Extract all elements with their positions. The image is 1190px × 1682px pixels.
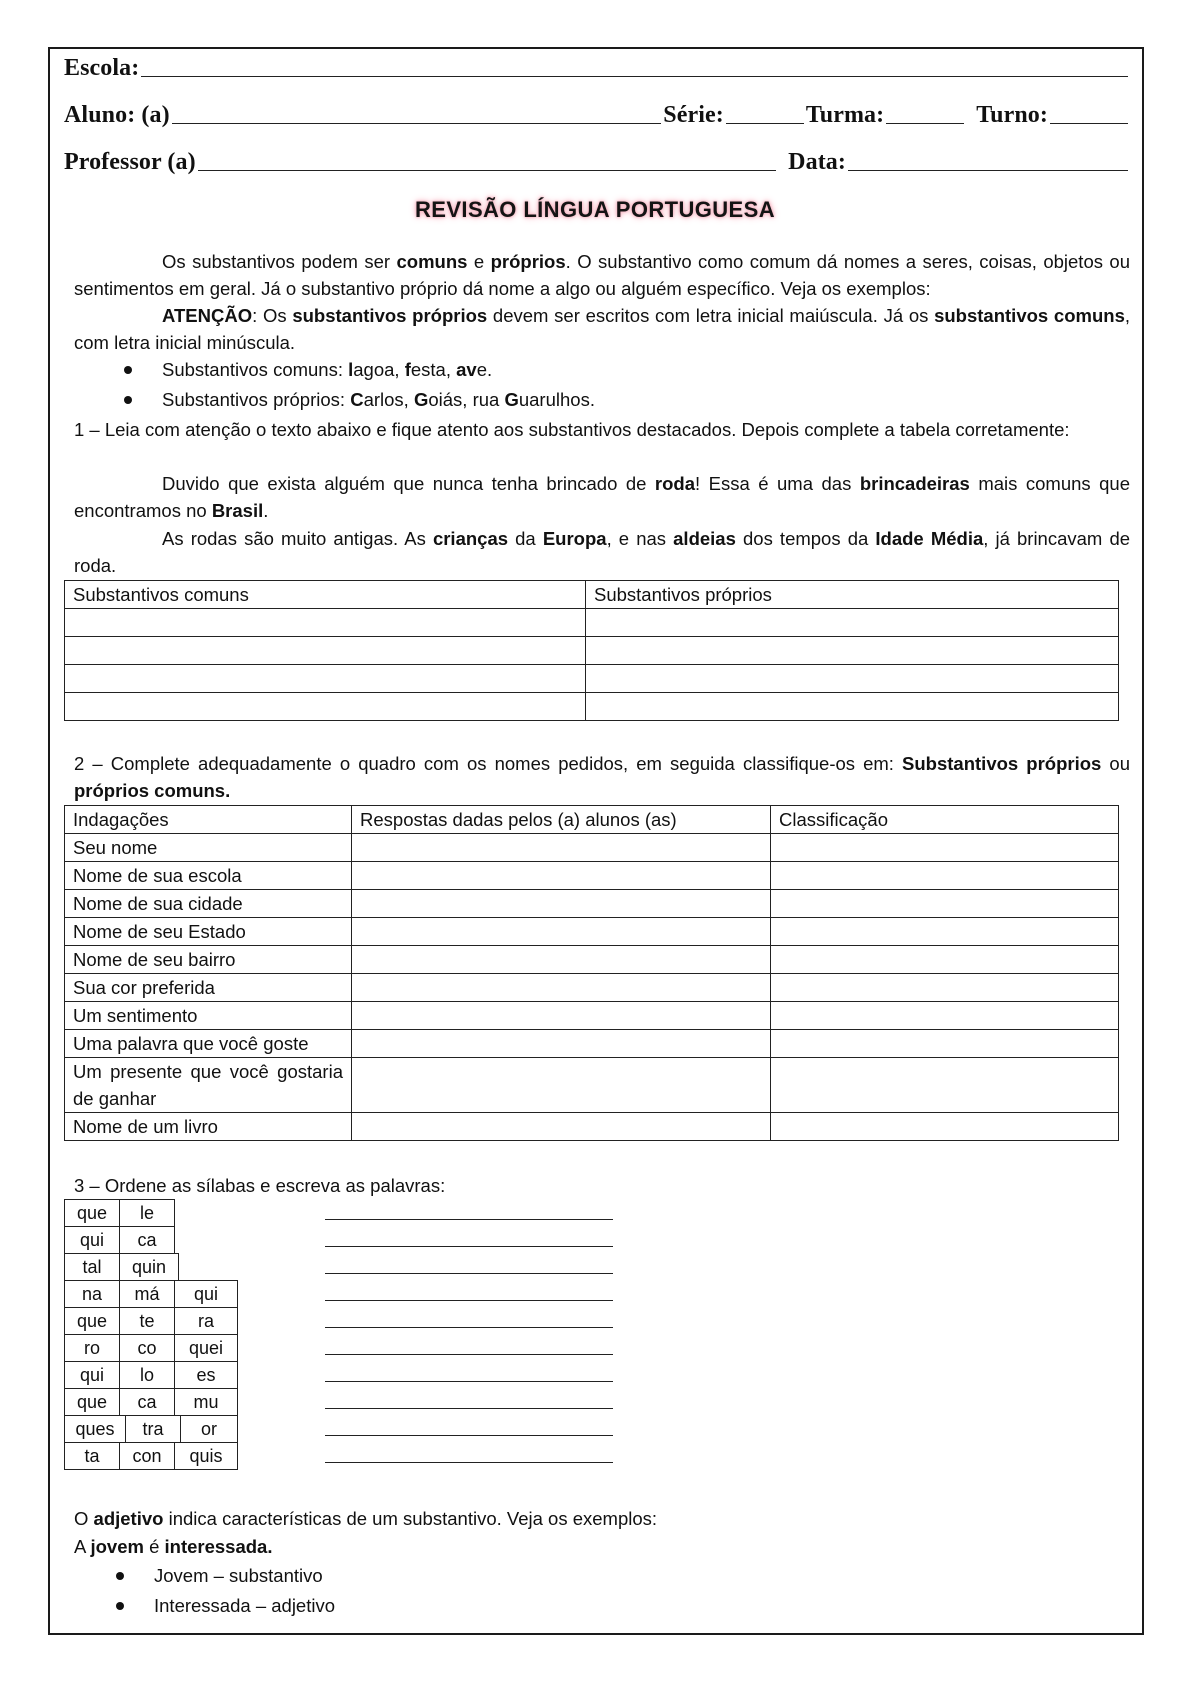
classification-cell[interactable] bbox=[771, 834, 1119, 862]
grade-field[interactable] bbox=[726, 123, 804, 124]
answer-cell[interactable] bbox=[586, 637, 1119, 665]
table-row bbox=[65, 609, 1119, 637]
syllable-box bbox=[64, 1442, 238, 1470]
syllable-box bbox=[64, 1253, 179, 1281]
table-row bbox=[65, 1335, 238, 1362]
syllable-box bbox=[64, 1199, 175, 1227]
table-row bbox=[65, 1254, 179, 1281]
question-cell: Nome de sua cidade bbox=[65, 890, 352, 918]
table-row bbox=[65, 1227, 175, 1254]
table-row bbox=[65, 1200, 175, 1227]
table-row bbox=[65, 693, 1119, 721]
table-row bbox=[65, 1416, 238, 1443]
table-header-answers: Respostas dadas pelos (a) alunos (as) bbox=[352, 806, 771, 834]
adjective-definition: O adjetivo indica características de um substantivo. Veja os exemplos: bbox=[74, 1508, 658, 1529]
question-cell: Nome de sua escola bbox=[65, 862, 352, 890]
table-row bbox=[65, 862, 1119, 890]
syllable-cell: qui bbox=[175, 1281, 238, 1308]
question-cell: Nome de seu Estado bbox=[65, 918, 352, 946]
answer-line[interactable] bbox=[325, 1462, 613, 1463]
syllable-box bbox=[64, 1280, 238, 1308]
answer-cell[interactable] bbox=[352, 1030, 771, 1058]
table-row bbox=[65, 1113, 1119, 1141]
question-cell: Seu nome bbox=[65, 834, 352, 862]
answer-cell[interactable] bbox=[586, 665, 1119, 693]
table-row bbox=[65, 1030, 1119, 1058]
table-header-classification: Classificação bbox=[771, 806, 1119, 834]
syllable-box bbox=[64, 1334, 238, 1362]
syllable-cell: que bbox=[65, 1200, 120, 1227]
answer-cell[interactable] bbox=[352, 1113, 771, 1141]
answer-line[interactable] bbox=[325, 1381, 613, 1382]
syllable-cell: quin bbox=[120, 1254, 179, 1281]
syllable-cell: que bbox=[65, 1308, 120, 1335]
syllable-cell: ca bbox=[120, 1389, 175, 1416]
syllable-cell: quis bbox=[175, 1443, 238, 1470]
answer-cell[interactable] bbox=[352, 918, 771, 946]
list-item bbox=[74, 1561, 335, 1591]
syllable-cell: que bbox=[65, 1389, 120, 1416]
classification-cell[interactable] bbox=[771, 862, 1119, 890]
answer-cell[interactable] bbox=[352, 1058, 771, 1113]
adjective-list bbox=[74, 1561, 335, 1621]
student-line bbox=[64, 97, 1130, 129]
teacher-label: Professor (a) bbox=[64, 149, 196, 175]
answer-cell[interactable] bbox=[352, 834, 771, 862]
syllable-cell: ta bbox=[65, 1443, 120, 1470]
question-cell: Nome de seu bairro bbox=[65, 946, 352, 974]
date-field[interactable] bbox=[848, 170, 1128, 171]
adjective-example: A jovem é interessada. bbox=[74, 1536, 273, 1557]
syllable-box bbox=[64, 1361, 238, 1389]
classification-cell[interactable] bbox=[771, 1113, 1119, 1141]
intro-paragraph: Os substantivos podem ser comuns e próprios. O substantivo como comum dá nomes a seres, coisas, objetos ou sentimentos em geral. Já o substantivo próprio dá nome a algo ou alguém específico. Veja os exemplos: bbox=[74, 251, 1130, 299]
table-header-common: Substantivos comuns bbox=[65, 581, 586, 609]
syllable-cell: qui bbox=[65, 1227, 120, 1254]
list-item-label: Interessada – adjetivo bbox=[154, 1595, 336, 1616]
answer-line[interactable] bbox=[325, 1327, 613, 1328]
syllable-cell: co bbox=[120, 1335, 175, 1362]
teacher-field[interactable] bbox=[198, 170, 776, 171]
table-header-proper: Substantivos próprios bbox=[586, 581, 1119, 609]
classification-cell[interactable] bbox=[771, 890, 1119, 918]
classification-cell[interactable] bbox=[771, 1058, 1119, 1113]
answer-cell[interactable] bbox=[65, 693, 586, 721]
syllable-cell: ro bbox=[65, 1335, 120, 1362]
classification-cell[interactable] bbox=[771, 1030, 1119, 1058]
syllable-cell: con bbox=[120, 1443, 175, 1470]
answer-line[interactable] bbox=[325, 1273, 613, 1274]
classification-cell[interactable] bbox=[771, 946, 1119, 974]
answer-cell[interactable] bbox=[352, 862, 771, 890]
table-row bbox=[65, 1281, 238, 1308]
table-row bbox=[65, 1389, 238, 1416]
answer-line[interactable] bbox=[325, 1246, 613, 1247]
table-row bbox=[65, 637, 1119, 665]
class-label: Turma: bbox=[805, 102, 885, 128]
class-field[interactable] bbox=[886, 123, 964, 124]
answer-cell[interactable] bbox=[352, 1002, 771, 1030]
bullet-icon bbox=[124, 366, 132, 374]
student-label: Aluno: (a) bbox=[64, 102, 170, 128]
answer-cell[interactable] bbox=[352, 974, 771, 1002]
answer-cell[interactable] bbox=[352, 946, 771, 974]
table-row bbox=[65, 946, 1119, 974]
page-title: REVISÃO LÍNGUA PORTUGUESA bbox=[415, 197, 775, 222]
syllable-cell: tra bbox=[126, 1416, 181, 1443]
answer-line[interactable] bbox=[325, 1354, 613, 1355]
table-row bbox=[65, 1002, 1119, 1030]
answer-cell[interactable] bbox=[65, 609, 586, 637]
student-field[interactable] bbox=[172, 123, 662, 124]
question-cell: Sua cor preferida bbox=[65, 974, 352, 1002]
question-cell: Um presente que você gostaria de ganhar bbox=[65, 1058, 352, 1113]
table-row bbox=[65, 1443, 238, 1470]
q1-text-p1: Duvido que exista alguém que nunca tenha brincado de roda! Essa é uma das brincadeiras mais comuns que encontramos no Brasil. bbox=[74, 473, 1130, 521]
list-item: Substantivos comuns: lagoa, festa, ave. bbox=[74, 355, 595, 385]
q1-statement: 1 – Leia com atenção o texto abaixo e fique atento aos substantivos destacados. Depois complete a tabela corretamente: bbox=[74, 419, 1070, 440]
list-item-label: Jovem – substantivo bbox=[154, 1565, 323, 1586]
question-cell: Uma palavra que você goste bbox=[65, 1030, 352, 1058]
question-cell: Um sentimento bbox=[65, 1002, 352, 1030]
answer-cell[interactable] bbox=[65, 637, 586, 665]
answer-line[interactable] bbox=[325, 1300, 613, 1301]
syllable-cell: es bbox=[175, 1362, 238, 1389]
table-row bbox=[65, 806, 1119, 834]
syllable-cell: ra bbox=[175, 1308, 238, 1335]
school-label: Escola: bbox=[64, 55, 140, 81]
attention-paragraph: ATENÇÃO: Os substantivos próprios devem ser escritos com letra inicial maiúscula. Já os substantivos comuns, com letra inicial minúscula. bbox=[74, 305, 1130, 353]
answer-line[interactable] bbox=[325, 1219, 613, 1220]
table-row bbox=[65, 581, 1119, 609]
syllable-box bbox=[64, 1388, 238, 1416]
classification-cell[interactable] bbox=[771, 918, 1119, 946]
syllable-box bbox=[64, 1226, 175, 1254]
syllable-box bbox=[64, 1307, 238, 1335]
list-item: Substantivos próprios: Carlos, Goiás, rua Guarulhos. bbox=[74, 385, 595, 415]
syllable-cell: or bbox=[181, 1416, 238, 1443]
answer-cell[interactable] bbox=[586, 609, 1119, 637]
syllable-cell: le bbox=[120, 1200, 175, 1227]
table-row bbox=[65, 665, 1119, 693]
table-row bbox=[65, 834, 1119, 862]
nouns-table bbox=[64, 580, 1119, 721]
syllable-cell: lo bbox=[120, 1362, 175, 1389]
table-row bbox=[65, 890, 1119, 918]
answer-cell[interactable] bbox=[352, 890, 771, 918]
school-line bbox=[64, 50, 1130, 82]
school-field[interactable] bbox=[141, 76, 1128, 77]
answer-cell[interactable] bbox=[586, 693, 1119, 721]
table-row bbox=[65, 1362, 238, 1389]
table-row bbox=[65, 1308, 238, 1335]
teacher-line bbox=[64, 144, 1130, 176]
table-row bbox=[65, 974, 1119, 1002]
bullet-icon bbox=[116, 1602, 124, 1610]
question-cell: Nome de um livro bbox=[65, 1113, 352, 1141]
table-row bbox=[65, 918, 1119, 946]
bullet-icon bbox=[124, 396, 132, 404]
syllable-cell: má bbox=[120, 1281, 175, 1308]
date-label: Data: bbox=[788, 149, 846, 175]
syllable-cell: qui bbox=[65, 1362, 120, 1389]
bullet-icon bbox=[116, 1572, 124, 1580]
classification-cell[interactable] bbox=[771, 1002, 1119, 1030]
syllable-cell: tal bbox=[65, 1254, 120, 1281]
syllable-cell: ca bbox=[120, 1227, 175, 1254]
syllable-cell: ques bbox=[65, 1416, 126, 1443]
answer-line[interactable] bbox=[325, 1435, 613, 1436]
answer-line[interactable] bbox=[325, 1408, 613, 1409]
shift-field[interactable] bbox=[1050, 123, 1128, 124]
syllable-box bbox=[64, 1415, 238, 1443]
syllable-cell: na bbox=[65, 1281, 120, 1308]
table-header-questions: Indagações bbox=[65, 806, 352, 834]
q3-statement: 3 – Ordene as sílabas e escreva as palavras: bbox=[74, 1175, 446, 1196]
questions-table bbox=[64, 805, 1119, 1141]
syllable-cell: mu bbox=[175, 1389, 238, 1416]
shift-label: Turno: bbox=[976, 102, 1048, 128]
answer-cell[interactable] bbox=[65, 665, 586, 693]
classification-cell[interactable] bbox=[771, 974, 1119, 1002]
q1-text-p2: As rodas são muito antigas. As crianças da Europa, e nas aldeias dos tempos da Idade Média, já brincavam de roda. bbox=[74, 528, 1131, 576]
grade-label: Série: bbox=[663, 102, 724, 128]
q2-statement: 2 – Complete adequadamente o quadro com os nomes pedidos, em seguida classifique-os em: Substantivos próprios ou próprios comuns. bbox=[74, 753, 1130, 801]
table-row bbox=[65, 1058, 1119, 1113]
syllable-cell: quei bbox=[175, 1335, 238, 1362]
list-item bbox=[74, 1591, 335, 1621]
examples-list bbox=[74, 355, 595, 415]
syllable-cell: te bbox=[120, 1308, 175, 1335]
